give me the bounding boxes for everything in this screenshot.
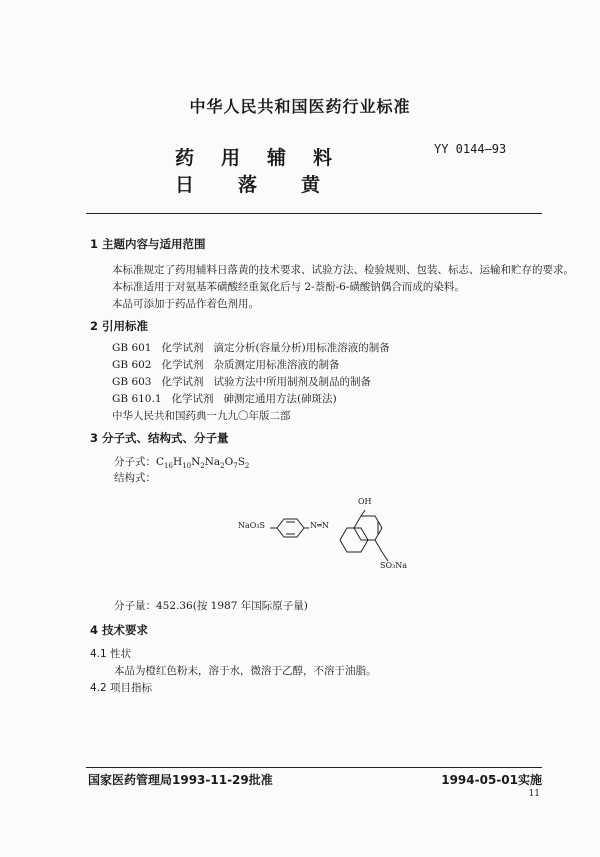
paragraph: 本标准规定了药用辅料日落黄的技术要求、试验方法、检验规则、包装、标志、运输和贮存的要求。 bbox=[112, 264, 574, 276]
molecular-weight: 分子量：452.36(按 1987 年国际原子量) bbox=[114, 600, 308, 612]
paragraph: 本品可添加于药品作着色剂用。 bbox=[112, 298, 259, 310]
standard-code: YY 0144—93 bbox=[434, 142, 507, 156]
azo-label: N═N bbox=[310, 521, 329, 530]
reference-item: GB 603 化学试剂 试验方法中所用制剂及制品的制备 bbox=[112, 376, 372, 388]
paragraph: 本品为橙红色粉末，溶于水，微溶于乙醇，不溶于油脂。 bbox=[114, 665, 377, 677]
reference-item: 中华人民共和国药典一九九〇年版二部 bbox=[112, 410, 291, 422]
hydroxyl-label: OH bbox=[358, 497, 372, 506]
formula-label: 分子式： bbox=[114, 456, 156, 468]
subsection-heading: 4.2 项目指标 bbox=[90, 682, 153, 694]
standard-org-title: 中华人民共和国医药行业标准 bbox=[189, 97, 411, 116]
implementation-text: 1994-05-01实施 bbox=[441, 773, 542, 787]
section-3-heading: 3 分子式、结构式、分子量 bbox=[90, 431, 229, 445]
molecular-formula: 分子式：$C_{16}H_{10}N_2Na_2O_7S_2$ bbox=[114, 456, 250, 471]
reference-item: GB 601 化学试剂 滴定分析(容量分析)用标准溶液的制备 bbox=[112, 342, 390, 354]
section-1-heading: 1 主题内容与适用范围 bbox=[90, 237, 206, 251]
footer-rule bbox=[86, 767, 542, 768]
subsection-heading: 4.1 性状 bbox=[90, 648, 132, 660]
structural-formula bbox=[230, 495, 430, 580]
reference-item: GB 602 化学试剂 杂质测定用标准溶液的制备 bbox=[112, 359, 340, 371]
group-label: SO₃Na bbox=[380, 561, 408, 570]
section-4-heading: 4 技术要求 bbox=[90, 623, 149, 637]
doc-title-line2: 日落黄 bbox=[175, 174, 365, 196]
group-label: NaO₃S bbox=[238, 521, 266, 530]
approval-text: 国家医药管理局1993-11-29批准 bbox=[88, 773, 273, 787]
section-2-heading: 2 引用标准 bbox=[90, 319, 149, 333]
page-number: 11 bbox=[528, 789, 540, 799]
reference-item: GB 610.1 化学试剂 砷测定通用方法(砷斑法) bbox=[112, 393, 337, 405]
doc-title-line1: 药用辅料 bbox=[175, 147, 360, 169]
structure-label: 结构式： bbox=[114, 472, 156, 484]
header-rule bbox=[86, 213, 542, 214]
paragraph: 本标准适用于对氨基苯磺酸经重氮化后与 2-萘酚-6-磺酸钠偶合而成的染料。 bbox=[112, 281, 465, 293]
